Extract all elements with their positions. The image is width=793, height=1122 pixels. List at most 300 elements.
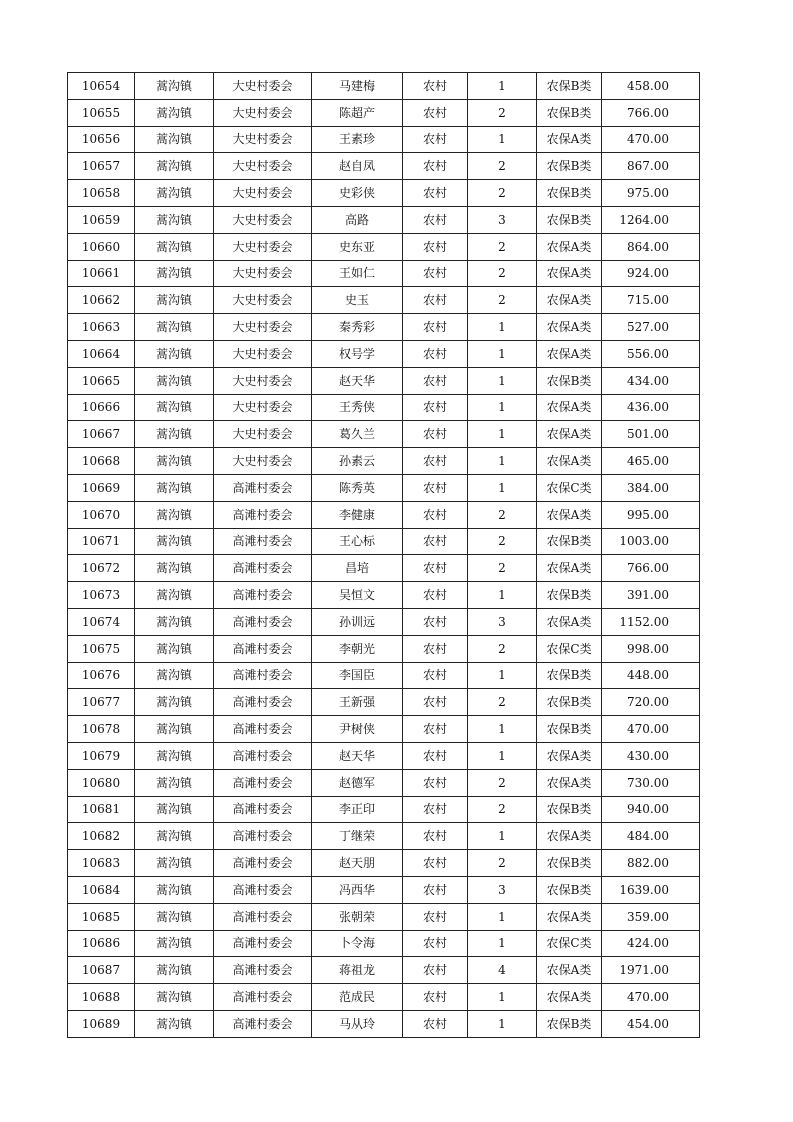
town-cell: 蒿沟镇 bbox=[135, 742, 214, 769]
person-name-cell: 吴恒文 bbox=[312, 582, 403, 609]
person-name-cell: 丁继荣 bbox=[312, 823, 403, 850]
amount-cell: 730.00 bbox=[602, 769, 700, 796]
area-type-cell: 农村 bbox=[403, 421, 468, 448]
area-type-cell: 农村 bbox=[403, 555, 468, 582]
member-count-cell: 1 bbox=[468, 582, 537, 609]
town-cell: 蒿沟镇 bbox=[135, 555, 214, 582]
village-committee-cell: 高滩村委会 bbox=[214, 850, 312, 877]
village-committee-cell: 高滩村委会 bbox=[214, 984, 312, 1011]
record-id-cell: 10686 bbox=[68, 930, 135, 957]
member-count-cell: 3 bbox=[468, 608, 537, 635]
village-committee-cell: 高滩村委会 bbox=[214, 769, 312, 796]
record-id-cell: 10683 bbox=[68, 850, 135, 877]
amount-cell: 384.00 bbox=[602, 474, 700, 501]
amount-cell: 454.00 bbox=[602, 1010, 700, 1037]
table-row bbox=[68, 233, 700, 260]
record-id-cell: 10684 bbox=[68, 876, 135, 903]
table-row bbox=[68, 153, 700, 180]
insurance-category-cell: 农保B类 bbox=[537, 1010, 602, 1037]
table-row bbox=[68, 716, 700, 743]
member-count-cell: 1 bbox=[468, 340, 537, 367]
amount-cell: 527.00 bbox=[602, 314, 700, 341]
amount-cell: 766.00 bbox=[602, 555, 700, 582]
town-cell: 蒿沟镇 bbox=[135, 180, 214, 207]
amount-cell: 1152.00 bbox=[602, 608, 700, 635]
town-cell: 蒿沟镇 bbox=[135, 984, 214, 1011]
town-cell: 蒿沟镇 bbox=[135, 73, 214, 100]
record-id-cell: 10669 bbox=[68, 474, 135, 501]
member-count-cell: 1 bbox=[468, 367, 537, 394]
town-cell: 蒿沟镇 bbox=[135, 823, 214, 850]
member-count-cell: 1 bbox=[468, 421, 537, 448]
member-count-cell: 1 bbox=[468, 742, 537, 769]
person-name-cell: 陈超产 bbox=[312, 99, 403, 126]
record-id-cell: 10659 bbox=[68, 206, 135, 233]
village-committee-cell: 高滩村委会 bbox=[214, 742, 312, 769]
area-type-cell: 农村 bbox=[403, 796, 468, 823]
area-type-cell: 农村 bbox=[403, 769, 468, 796]
village-committee-cell: 高滩村委会 bbox=[214, 555, 312, 582]
area-type-cell: 农村 bbox=[403, 689, 468, 716]
insurance-category-cell: 农保B类 bbox=[537, 582, 602, 609]
record-id-cell: 10677 bbox=[68, 689, 135, 716]
area-type-cell: 农村 bbox=[403, 367, 468, 394]
table-row bbox=[68, 608, 700, 635]
member-count-cell: 2 bbox=[468, 260, 537, 287]
insurance-category-cell: 农保B类 bbox=[537, 662, 602, 689]
record-id-cell: 10685 bbox=[68, 903, 135, 930]
town-cell: 蒿沟镇 bbox=[135, 260, 214, 287]
village-committee-cell: 高滩村委会 bbox=[214, 689, 312, 716]
person-name-cell: 史玉 bbox=[312, 287, 403, 314]
village-committee-cell: 大史村委会 bbox=[214, 421, 312, 448]
person-name-cell: 范成民 bbox=[312, 984, 403, 1011]
area-type-cell: 农村 bbox=[403, 99, 468, 126]
area-type-cell: 农村 bbox=[403, 823, 468, 850]
amount-cell: 465.00 bbox=[602, 448, 700, 475]
village-committee-cell: 大史村委会 bbox=[214, 153, 312, 180]
amount-cell: 434.00 bbox=[602, 367, 700, 394]
village-committee-cell: 大史村委会 bbox=[214, 367, 312, 394]
insurance-category-cell: 农保B类 bbox=[537, 528, 602, 555]
amount-cell: 995.00 bbox=[602, 501, 700, 528]
town-cell: 蒿沟镇 bbox=[135, 662, 214, 689]
village-committee-cell: 大史村委会 bbox=[214, 233, 312, 260]
person-name-cell: 蒋祖龙 bbox=[312, 957, 403, 984]
amount-cell: 470.00 bbox=[602, 984, 700, 1011]
insurance-category-cell: 农保A类 bbox=[537, 769, 602, 796]
town-cell: 蒿沟镇 bbox=[135, 394, 214, 421]
record-id-cell: 10658 bbox=[68, 180, 135, 207]
insurance-category-cell: 农保A类 bbox=[537, 448, 602, 475]
insurance-category-cell: 农保A类 bbox=[537, 742, 602, 769]
area-type-cell: 农村 bbox=[403, 180, 468, 207]
member-count-cell: 2 bbox=[468, 153, 537, 180]
insurance-category-cell: 农保A类 bbox=[537, 421, 602, 448]
amount-cell: 501.00 bbox=[602, 421, 700, 448]
records-table bbox=[67, 72, 700, 1038]
table-row bbox=[68, 287, 700, 314]
record-id-cell: 10676 bbox=[68, 662, 135, 689]
table-row bbox=[68, 930, 700, 957]
person-name-cell: 陈秀英 bbox=[312, 474, 403, 501]
record-id-cell: 10656 bbox=[68, 126, 135, 153]
village-committee-cell: 大史村委会 bbox=[214, 340, 312, 367]
table-row bbox=[68, 635, 700, 662]
member-count-cell: 2 bbox=[468, 528, 537, 555]
insurance-category-cell: 农保A类 bbox=[537, 340, 602, 367]
town-cell: 蒿沟镇 bbox=[135, 206, 214, 233]
person-name-cell: 李正印 bbox=[312, 796, 403, 823]
insurance-category-cell: 农保A类 bbox=[537, 260, 602, 287]
table-row bbox=[68, 850, 700, 877]
table-row bbox=[68, 421, 700, 448]
amount-cell: 556.00 bbox=[602, 340, 700, 367]
record-id-cell: 10666 bbox=[68, 394, 135, 421]
insurance-category-cell: 农保C类 bbox=[537, 635, 602, 662]
area-type-cell: 农村 bbox=[403, 474, 468, 501]
member-count-cell: 3 bbox=[468, 876, 537, 903]
area-type-cell: 农村 bbox=[403, 1010, 468, 1037]
table-row bbox=[68, 73, 700, 100]
person-name-cell: 冯西华 bbox=[312, 876, 403, 903]
record-id-cell: 10688 bbox=[68, 984, 135, 1011]
area-type-cell: 农村 bbox=[403, 957, 468, 984]
village-committee-cell: 高滩村委会 bbox=[214, 876, 312, 903]
table-row bbox=[68, 474, 700, 501]
insurance-category-cell: 农保A类 bbox=[537, 957, 602, 984]
person-name-cell: 张朝荣 bbox=[312, 903, 403, 930]
insurance-category-cell: 农保A类 bbox=[537, 233, 602, 260]
amount-cell: 998.00 bbox=[602, 635, 700, 662]
town-cell: 蒿沟镇 bbox=[135, 769, 214, 796]
area-type-cell: 农村 bbox=[403, 635, 468, 662]
area-type-cell: 农村 bbox=[403, 984, 468, 1011]
person-name-cell: 尹树侠 bbox=[312, 716, 403, 743]
town-cell: 蒿沟镇 bbox=[135, 367, 214, 394]
village-committee-cell: 高滩村委会 bbox=[214, 930, 312, 957]
area-type-cell: 农村 bbox=[403, 314, 468, 341]
table-row bbox=[68, 796, 700, 823]
town-cell: 蒿沟镇 bbox=[135, 287, 214, 314]
table-row bbox=[68, 528, 700, 555]
amount-cell: 458.00 bbox=[602, 73, 700, 100]
amount-cell: 882.00 bbox=[602, 850, 700, 877]
person-name-cell: 高路 bbox=[312, 206, 403, 233]
amount-cell: 766.00 bbox=[602, 99, 700, 126]
village-committee-cell: 大史村委会 bbox=[214, 287, 312, 314]
town-cell: 蒿沟镇 bbox=[135, 233, 214, 260]
record-id-cell: 10671 bbox=[68, 528, 135, 555]
person-name-cell: 王新强 bbox=[312, 689, 403, 716]
insurance-category-cell: 农保B类 bbox=[537, 180, 602, 207]
insurance-category-cell: 农保B类 bbox=[537, 206, 602, 233]
table-row bbox=[68, 876, 700, 903]
town-cell: 蒿沟镇 bbox=[135, 99, 214, 126]
town-cell: 蒿沟镇 bbox=[135, 582, 214, 609]
insurance-category-cell: 农保B类 bbox=[537, 153, 602, 180]
town-cell: 蒿沟镇 bbox=[135, 448, 214, 475]
table-row bbox=[68, 742, 700, 769]
record-id-cell: 10654 bbox=[68, 73, 135, 100]
table-row bbox=[68, 1010, 700, 1037]
town-cell: 蒿沟镇 bbox=[135, 1010, 214, 1037]
person-name-cell: 孙素云 bbox=[312, 448, 403, 475]
member-count-cell: 1 bbox=[468, 314, 537, 341]
area-type-cell: 农村 bbox=[403, 153, 468, 180]
record-id-cell: 10662 bbox=[68, 287, 135, 314]
area-type-cell: 农村 bbox=[403, 716, 468, 743]
record-id-cell: 10665 bbox=[68, 367, 135, 394]
insurance-category-cell: 农保B类 bbox=[537, 850, 602, 877]
insurance-category-cell: 农保A类 bbox=[537, 394, 602, 421]
member-count-cell: 1 bbox=[468, 1010, 537, 1037]
record-id-cell: 10670 bbox=[68, 501, 135, 528]
amount-cell: 448.00 bbox=[602, 662, 700, 689]
person-name-cell: 赵自凤 bbox=[312, 153, 403, 180]
table-row bbox=[68, 823, 700, 850]
town-cell: 蒿沟镇 bbox=[135, 635, 214, 662]
person-name-cell: 孙训远 bbox=[312, 608, 403, 635]
amount-cell: 940.00 bbox=[602, 796, 700, 823]
person-name-cell: 葛久兰 bbox=[312, 421, 403, 448]
area-type-cell: 农村 bbox=[403, 73, 468, 100]
town-cell: 蒿沟镇 bbox=[135, 153, 214, 180]
village-committee-cell: 高滩村委会 bbox=[214, 662, 312, 689]
amount-cell: 864.00 bbox=[602, 233, 700, 260]
amount-cell: 484.00 bbox=[602, 823, 700, 850]
village-committee-cell: 高滩村委会 bbox=[214, 501, 312, 528]
amount-cell: 470.00 bbox=[602, 126, 700, 153]
town-cell: 蒿沟镇 bbox=[135, 474, 214, 501]
insurance-category-cell: 农保B类 bbox=[537, 689, 602, 716]
table-row bbox=[68, 448, 700, 475]
amount-cell: 975.00 bbox=[602, 180, 700, 207]
village-committee-cell: 高滩村委会 bbox=[214, 957, 312, 984]
table-row bbox=[68, 903, 700, 930]
member-count-cell: 1 bbox=[468, 394, 537, 421]
table-row bbox=[68, 555, 700, 582]
record-id-cell: 10663 bbox=[68, 314, 135, 341]
record-id-cell: 10660 bbox=[68, 233, 135, 260]
record-id-cell: 10689 bbox=[68, 1010, 135, 1037]
area-type-cell: 农村 bbox=[403, 126, 468, 153]
town-cell: 蒿沟镇 bbox=[135, 957, 214, 984]
person-name-cell: 王心标 bbox=[312, 528, 403, 555]
table-row bbox=[68, 957, 700, 984]
member-count-cell: 1 bbox=[468, 716, 537, 743]
town-cell: 蒿沟镇 bbox=[135, 716, 214, 743]
insurance-category-cell: 农保B类 bbox=[537, 99, 602, 126]
town-cell: 蒿沟镇 bbox=[135, 528, 214, 555]
area-type-cell: 农村 bbox=[403, 850, 468, 877]
amount-cell: 436.00 bbox=[602, 394, 700, 421]
insurance-category-cell: 农保A类 bbox=[537, 984, 602, 1011]
person-name-cell: 赵天华 bbox=[312, 367, 403, 394]
insurance-category-cell: 农保C类 bbox=[537, 474, 602, 501]
insurance-category-cell: 农保A类 bbox=[537, 287, 602, 314]
area-type-cell: 农村 bbox=[403, 206, 468, 233]
area-type-cell: 农村 bbox=[403, 528, 468, 555]
town-cell: 蒿沟镇 bbox=[135, 314, 214, 341]
area-type-cell: 农村 bbox=[403, 876, 468, 903]
table-row bbox=[68, 367, 700, 394]
table-row bbox=[68, 769, 700, 796]
table-row bbox=[68, 689, 700, 716]
amount-cell: 424.00 bbox=[602, 930, 700, 957]
member-count-cell: 2 bbox=[468, 850, 537, 877]
record-id-cell: 10661 bbox=[68, 260, 135, 287]
area-type-cell: 农村 bbox=[403, 930, 468, 957]
area-type-cell: 农村 bbox=[403, 903, 468, 930]
village-committee-cell: 大史村委会 bbox=[214, 126, 312, 153]
member-count-cell: 4 bbox=[468, 957, 537, 984]
insurance-category-cell: 农保B类 bbox=[537, 716, 602, 743]
records-body bbox=[68, 73, 700, 1038]
village-committee-cell: 高滩村委会 bbox=[214, 608, 312, 635]
town-cell: 蒿沟镇 bbox=[135, 608, 214, 635]
person-name-cell: 王素珍 bbox=[312, 126, 403, 153]
village-committee-cell: 大史村委会 bbox=[214, 314, 312, 341]
village-committee-cell: 大史村委会 bbox=[214, 206, 312, 233]
record-id-cell: 10681 bbox=[68, 796, 135, 823]
town-cell: 蒿沟镇 bbox=[135, 796, 214, 823]
person-name-cell: 赵德军 bbox=[312, 769, 403, 796]
insurance-category-cell: 农保A类 bbox=[537, 126, 602, 153]
person-name-cell: 马建梅 bbox=[312, 73, 403, 100]
member-count-cell: 1 bbox=[468, 662, 537, 689]
person-name-cell: 李朝光 bbox=[312, 635, 403, 662]
insurance-category-cell: 农保A类 bbox=[537, 501, 602, 528]
area-type-cell: 农村 bbox=[403, 287, 468, 314]
amount-cell: 1264.00 bbox=[602, 206, 700, 233]
table-row bbox=[68, 582, 700, 609]
village-committee-cell: 高滩村委会 bbox=[214, 903, 312, 930]
table-row bbox=[68, 206, 700, 233]
amount-cell: 391.00 bbox=[602, 582, 700, 609]
record-id-cell: 10668 bbox=[68, 448, 135, 475]
person-name-cell: 昌培 bbox=[312, 555, 403, 582]
amount-cell: 359.00 bbox=[602, 903, 700, 930]
member-count-cell: 1 bbox=[468, 448, 537, 475]
member-count-cell: 2 bbox=[468, 180, 537, 207]
member-count-cell: 2 bbox=[468, 501, 537, 528]
insurance-category-cell: 农保A类 bbox=[537, 555, 602, 582]
member-count-cell: 2 bbox=[468, 99, 537, 126]
table-row bbox=[68, 501, 700, 528]
village-committee-cell: 高滩村委会 bbox=[214, 823, 312, 850]
member-count-cell: 2 bbox=[468, 555, 537, 582]
insurance-category-cell: 农保B类 bbox=[537, 876, 602, 903]
member-count-cell: 1 bbox=[468, 903, 537, 930]
person-name-cell: 赵天华 bbox=[312, 742, 403, 769]
member-count-cell: 2 bbox=[468, 796, 537, 823]
member-count-cell: 1 bbox=[468, 474, 537, 501]
table-row bbox=[68, 180, 700, 207]
insurance-category-cell: 农保A类 bbox=[537, 608, 602, 635]
member-count-cell: 3 bbox=[468, 206, 537, 233]
village-committee-cell: 高滩村委会 bbox=[214, 474, 312, 501]
area-type-cell: 农村 bbox=[403, 340, 468, 367]
area-type-cell: 农村 bbox=[403, 608, 468, 635]
record-id-cell: 10657 bbox=[68, 153, 135, 180]
table-row bbox=[68, 99, 700, 126]
amount-cell: 924.00 bbox=[602, 260, 700, 287]
person-name-cell: 权号学 bbox=[312, 340, 403, 367]
village-committee-cell: 高滩村委会 bbox=[214, 716, 312, 743]
insurance-category-cell: 农保A类 bbox=[537, 314, 602, 341]
member-count-cell: 2 bbox=[468, 689, 537, 716]
town-cell: 蒿沟镇 bbox=[135, 421, 214, 448]
town-cell: 蒿沟镇 bbox=[135, 501, 214, 528]
insurance-category-cell: 农保B类 bbox=[537, 796, 602, 823]
village-committee-cell: 高滩村委会 bbox=[214, 1010, 312, 1037]
table-row bbox=[68, 314, 700, 341]
village-committee-cell: 高滩村委会 bbox=[214, 528, 312, 555]
person-name-cell: 李国臣 bbox=[312, 662, 403, 689]
area-type-cell: 农村 bbox=[403, 662, 468, 689]
village-committee-cell: 高滩村委会 bbox=[214, 635, 312, 662]
area-type-cell: 农村 bbox=[403, 448, 468, 475]
table-row bbox=[68, 340, 700, 367]
person-name-cell: 李健康 bbox=[312, 501, 403, 528]
village-committee-cell: 大史村委会 bbox=[214, 99, 312, 126]
amount-cell: 1971.00 bbox=[602, 957, 700, 984]
village-committee-cell: 大史村委会 bbox=[214, 260, 312, 287]
village-committee-cell: 大史村委会 bbox=[214, 394, 312, 421]
insurance-category-cell: 农保C类 bbox=[537, 930, 602, 957]
record-id-cell: 10655 bbox=[68, 99, 135, 126]
record-id-cell: 10678 bbox=[68, 716, 135, 743]
person-name-cell: 秦秀彩 bbox=[312, 314, 403, 341]
table-row bbox=[68, 984, 700, 1011]
record-id-cell: 10672 bbox=[68, 555, 135, 582]
town-cell: 蒿沟镇 bbox=[135, 850, 214, 877]
amount-cell: 470.00 bbox=[602, 716, 700, 743]
record-id-cell: 10682 bbox=[68, 823, 135, 850]
amount-cell: 1003.00 bbox=[602, 528, 700, 555]
area-type-cell: 农村 bbox=[403, 260, 468, 287]
record-id-cell: 10675 bbox=[68, 635, 135, 662]
area-type-cell: 农村 bbox=[403, 233, 468, 260]
record-id-cell: 10673 bbox=[68, 582, 135, 609]
table-row bbox=[68, 260, 700, 287]
member-count-cell: 2 bbox=[468, 635, 537, 662]
insurance-category-cell: 农保A类 bbox=[537, 823, 602, 850]
village-committee-cell: 大史村委会 bbox=[214, 180, 312, 207]
amount-cell: 715.00 bbox=[602, 287, 700, 314]
town-cell: 蒿沟镇 bbox=[135, 340, 214, 367]
person-name-cell: 王如仁 bbox=[312, 260, 403, 287]
insurance-category-cell: 农保A类 bbox=[537, 903, 602, 930]
person-name-cell: 马从玲 bbox=[312, 1010, 403, 1037]
town-cell: 蒿沟镇 bbox=[135, 126, 214, 153]
record-id-cell: 10680 bbox=[68, 769, 135, 796]
record-id-cell: 10667 bbox=[68, 421, 135, 448]
member-count-cell: 2 bbox=[468, 769, 537, 796]
village-committee-cell: 大史村委会 bbox=[214, 448, 312, 475]
person-name-cell: 史彩侠 bbox=[312, 180, 403, 207]
table-row bbox=[68, 662, 700, 689]
record-id-cell: 10674 bbox=[68, 608, 135, 635]
person-name-cell: 赵天朋 bbox=[312, 850, 403, 877]
record-id-cell: 10687 bbox=[68, 957, 135, 984]
member-count-cell: 1 bbox=[468, 126, 537, 153]
area-type-cell: 农村 bbox=[403, 394, 468, 421]
village-committee-cell: 高滩村委会 bbox=[214, 796, 312, 823]
insurance-category-cell: 农保B类 bbox=[537, 367, 602, 394]
member-count-cell: 1 bbox=[468, 73, 537, 100]
